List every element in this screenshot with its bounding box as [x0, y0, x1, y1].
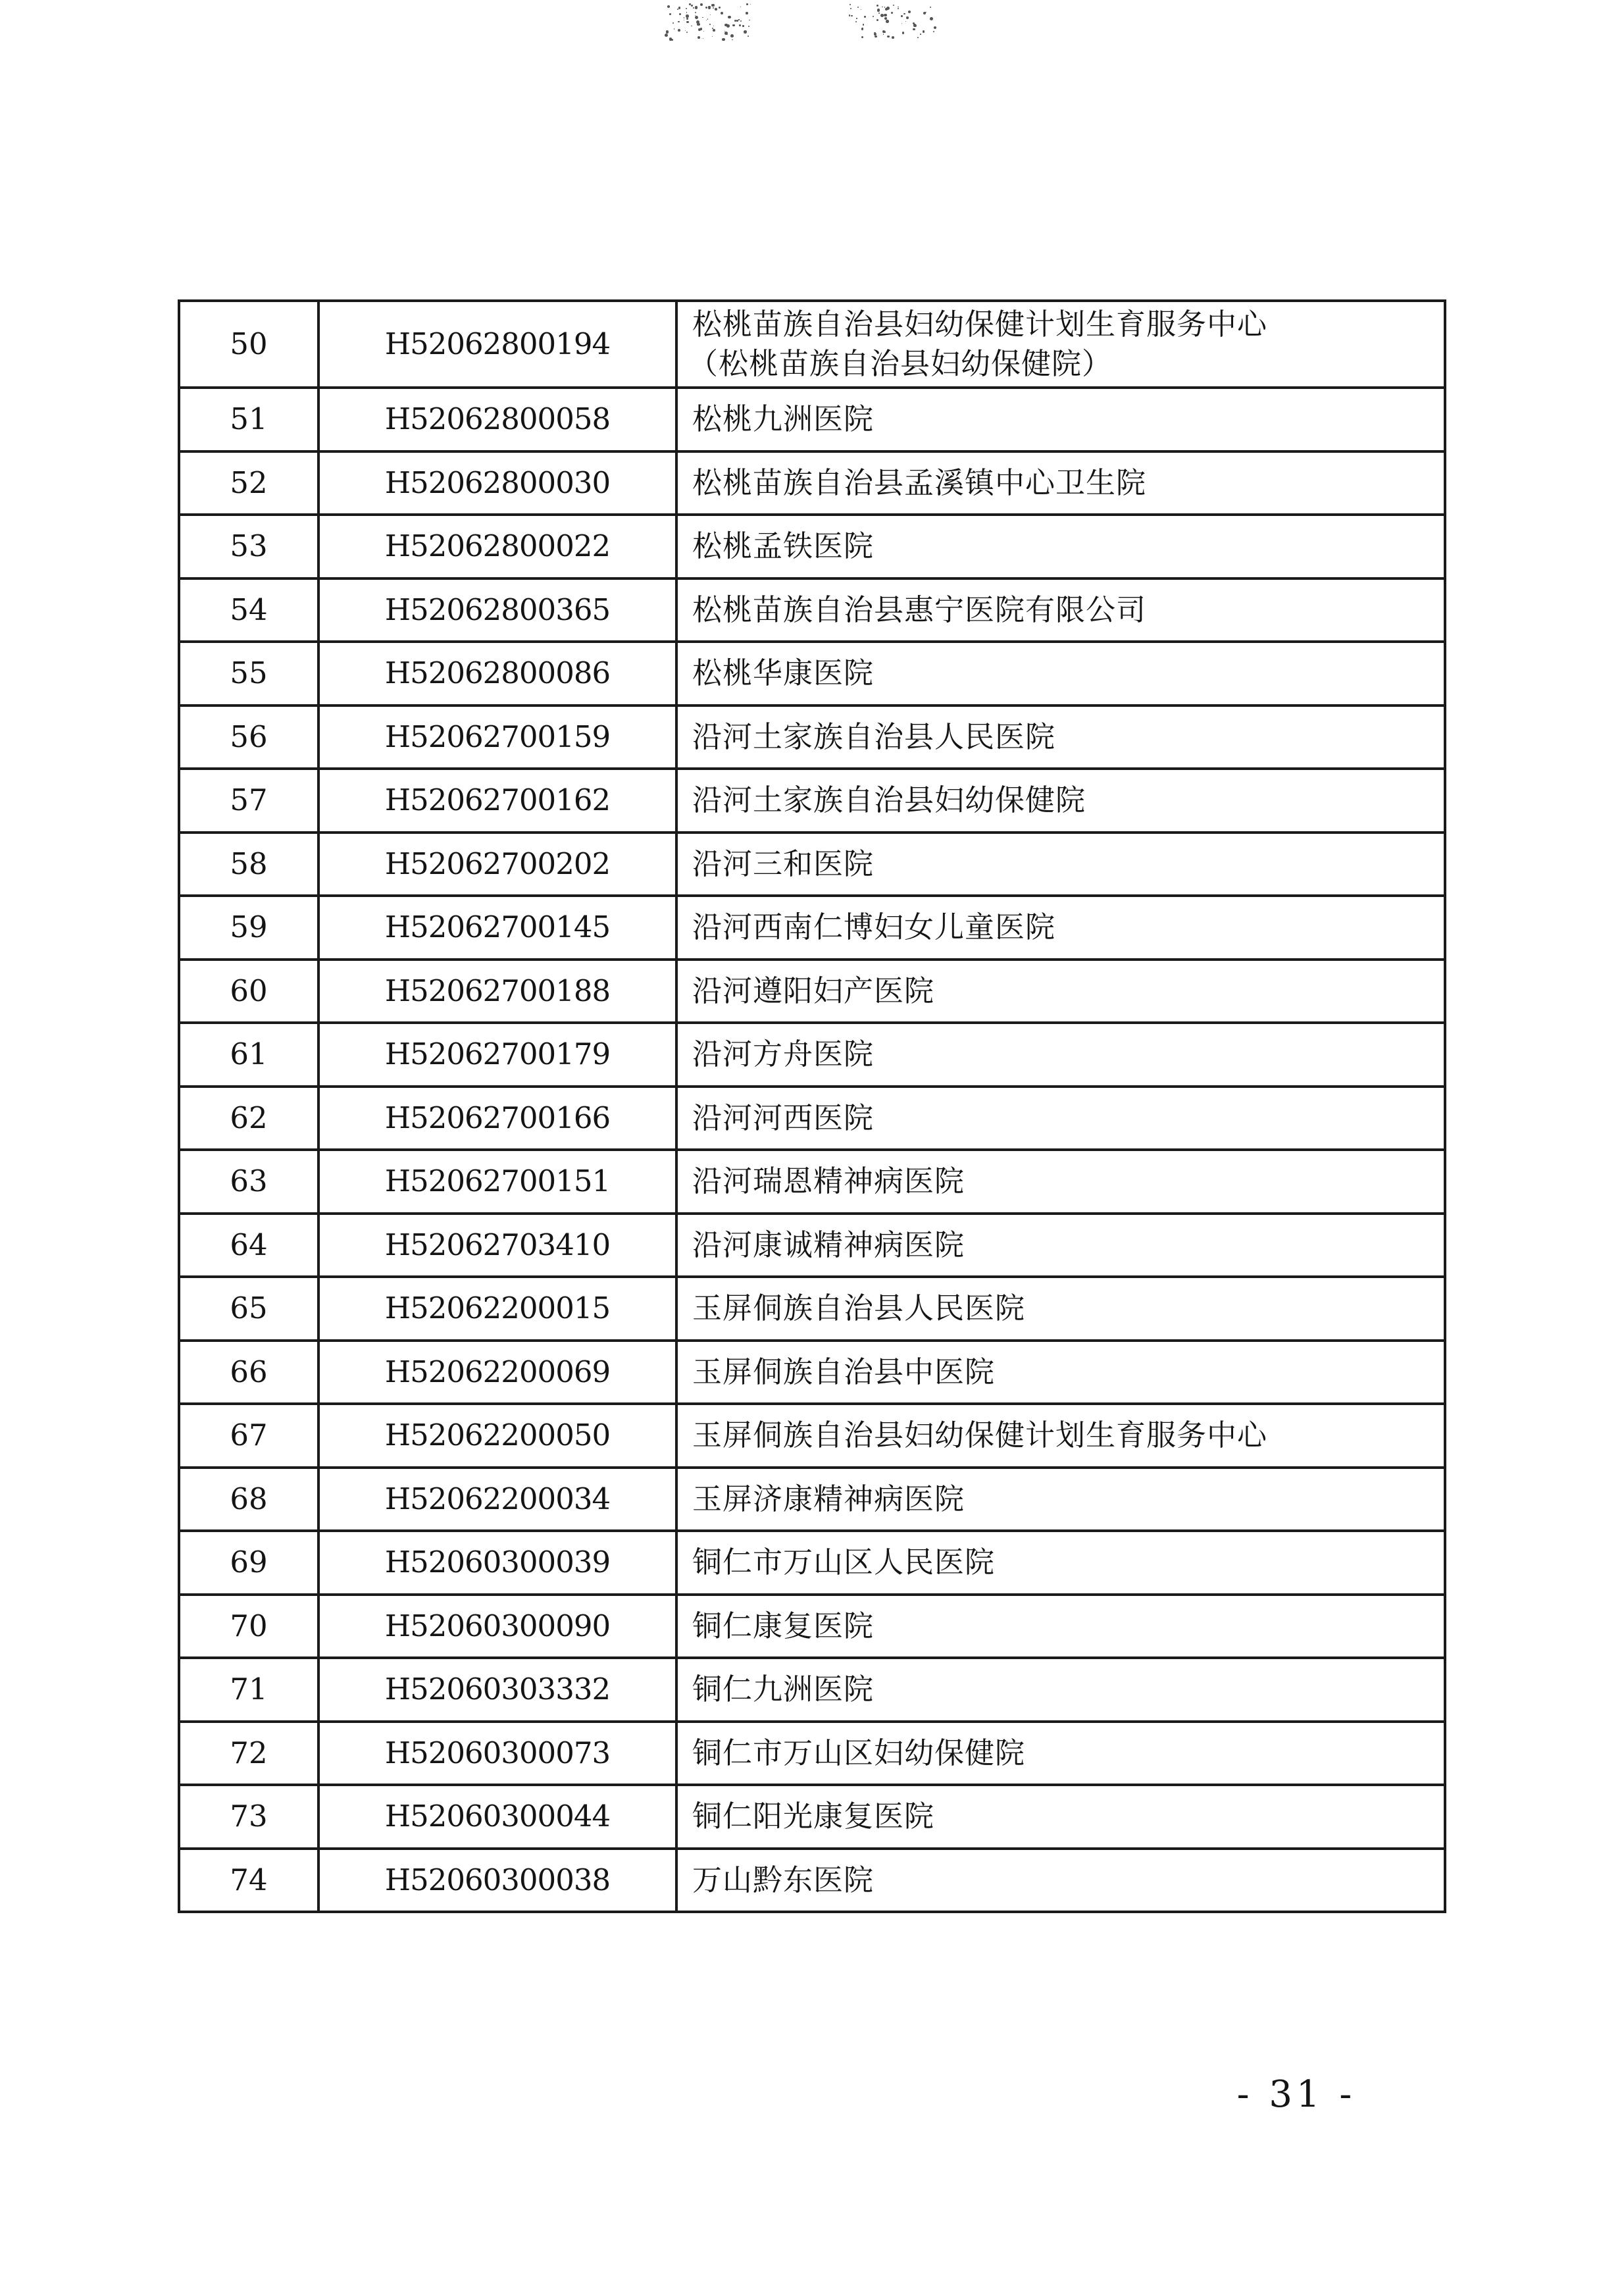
table-row	[179, 642, 1445, 706]
institution-name: 沿河土家族自治县妇幼保健院	[692, 783, 1086, 818]
institution-name-cell	[676, 1087, 1445, 1150]
row-number-cell: 53	[179, 515, 318, 578]
institution-code-cell: H52062800194	[318, 301, 676, 388]
institution-code-cell: H52060300044	[318, 1785, 676, 1849]
institution-name: 松桃苗族自治县惠宁医院有限公司	[692, 592, 1147, 627]
institution-name-cell	[676, 1341, 1445, 1404]
institution-code-cell: H52062200034	[318, 1468, 676, 1531]
row-number-cell: 68	[179, 1468, 318, 1531]
institution-name-cell	[676, 1023, 1445, 1087]
institution-name-cell	[676, 1404, 1445, 1468]
table-row	[179, 515, 1445, 578]
institution-name: 松桃苗族自治县妇幼保健计划生育服务中心	[692, 307, 1268, 342]
institution-name: 玉屏侗族自治县人民医院	[692, 1291, 1026, 1326]
table-row	[179, 1087, 1445, 1150]
institution-name: 万山黔东医院	[692, 1862, 875, 1897]
table-row	[179, 1023, 1445, 1087]
institution-code-cell: H52062700166	[318, 1087, 676, 1150]
row-number-cell: 67	[179, 1404, 318, 1468]
table-row	[179, 1404, 1445, 1468]
institution-code-cell: H52062200069	[318, 1341, 676, 1404]
institution-name: 松桃华康医院	[692, 655, 875, 691]
institution-name-cell	[676, 451, 1445, 515]
institution-name-alias: （松桃苗族自治县妇幼保健院）	[688, 346, 1113, 381]
row-number-cell: 65	[179, 1277, 318, 1341]
table-row	[179, 1658, 1445, 1722]
table-row	[179, 1595, 1445, 1658]
institution-name: 沿河瑞恩精神病医院	[692, 1164, 965, 1199]
institution-code-cell: H52060300038	[318, 1849, 676, 1913]
row-number-cell: 72	[179, 1722, 318, 1785]
row-number-cell: 74	[179, 1849, 318, 1913]
scan-noise	[651, 0, 948, 79]
institution-name: 铜仁市万山区妇幼保健院	[692, 1735, 1026, 1770]
institution-name: 沿河遵阳妇产医院	[692, 973, 935, 1008]
institution-code-cell: H52062700188	[318, 960, 676, 1023]
institution-code-cell: H52062200015	[318, 1277, 676, 1341]
institution-code-cell: H52062800022	[318, 515, 676, 578]
institution-code-cell: H52060300090	[318, 1595, 676, 1658]
institution-name: 铜仁市万山区人民医院	[692, 1545, 996, 1580]
row-number-cell: 69	[179, 1531, 318, 1595]
row-number-cell: 66	[179, 1341, 318, 1404]
row-number-cell: 70	[179, 1595, 318, 1658]
institution-name-cell	[676, 1468, 1445, 1531]
row-number-cell: 58	[179, 833, 318, 896]
institution-name: 松桃九洲医院	[692, 401, 875, 437]
institution-code-cell: H52060300073	[318, 1722, 676, 1785]
institution-code-cell: H52062800365	[318, 578, 676, 642]
table-row	[179, 1150, 1445, 1214]
table-row	[179, 451, 1445, 515]
institution-name-cell	[676, 706, 1445, 769]
institution-name-cell	[676, 1214, 1445, 1277]
institution-code-cell: H52062800030	[318, 451, 676, 515]
institution-name-cell	[676, 642, 1445, 706]
table-row	[179, 769, 1445, 833]
institution-name: 沿河三和医院	[692, 846, 875, 881]
row-number-cell: 57	[179, 769, 318, 833]
institution-code-cell: H52062700145	[318, 896, 676, 960]
institution-code-cell: H52062700159	[318, 706, 676, 769]
institution-name: 玉屏侗族自治县妇幼保健计划生育服务中心	[692, 1418, 1268, 1453]
table-row	[179, 578, 1445, 642]
institution-code-cell: H52062800058	[318, 388, 676, 451]
row-number-cell: 60	[179, 960, 318, 1023]
institution-name-cell	[676, 515, 1445, 578]
row-number-cell: 61	[179, 1023, 318, 1087]
table-row	[179, 1341, 1445, 1404]
institution-name: 沿河河西医院	[692, 1100, 875, 1135]
row-number-cell: 50	[179, 301, 318, 388]
table-row	[179, 1214, 1445, 1277]
institution-name-cell	[676, 1277, 1445, 1341]
institution-name-cell	[676, 833, 1445, 896]
institution-code-cell: H52062700162	[318, 769, 676, 833]
table-row	[179, 833, 1445, 896]
table-row	[179, 388, 1445, 451]
institution-name-cell	[676, 301, 1445, 388]
row-number-cell: 71	[179, 1658, 318, 1722]
table-row	[179, 1277, 1445, 1341]
row-number-cell: 55	[179, 642, 318, 706]
institution-name-cell	[676, 1595, 1445, 1658]
institution-name-cell	[676, 960, 1445, 1023]
page-number: - 31 -	[1236, 2073, 1356, 2116]
table-row	[179, 1849, 1445, 1913]
institution-code-cell: H52062700151	[318, 1150, 676, 1214]
institution-name-cell	[676, 1722, 1445, 1785]
institution-name-cell	[676, 388, 1445, 451]
table-row	[179, 1531, 1445, 1595]
table-body	[179, 301, 1445, 1912]
institution-name-cell	[676, 769, 1445, 833]
table-row	[179, 1468, 1445, 1531]
institution-code-cell: H52062200050	[318, 1404, 676, 1468]
row-number-cell: 63	[179, 1150, 318, 1214]
row-number-cell: 64	[179, 1214, 318, 1277]
institution-name: 铜仁阳光康复医院	[692, 1799, 935, 1834]
institution-name-cell	[676, 896, 1445, 960]
institution-name: 沿河方舟医院	[692, 1037, 875, 1072]
institution-name-cell	[676, 578, 1445, 642]
institution-name: 松桃苗族自治县孟溪镇中心卫生院	[692, 465, 1147, 500]
institution-name-cell	[676, 1849, 1445, 1913]
institution-name: 沿河土家族自治县人民医院	[692, 719, 1056, 754]
institution-code-cell: H52062700202	[318, 833, 676, 896]
institution-name: 铜仁康复医院	[692, 1608, 875, 1643]
table-row	[179, 896, 1445, 960]
row-number-cell: 51	[179, 388, 318, 451]
table-row	[179, 706, 1445, 769]
row-number-cell: 73	[179, 1785, 318, 1849]
hospital-list-table	[178, 299, 1446, 1913]
institution-code-cell: H52062700179	[318, 1023, 676, 1087]
table-row	[179, 960, 1445, 1023]
institution-name: 铜仁九洲医院	[692, 1672, 875, 1707]
table-row	[179, 1785, 1445, 1849]
institution-name-cell	[676, 1785, 1445, 1849]
institution-name: 沿河康诚精神病医院	[692, 1227, 965, 1262]
table-row	[179, 1722, 1445, 1785]
institution-name: 沿河西南仁博妇女儿童医院	[692, 910, 1056, 945]
institution-name-cell	[676, 1150, 1445, 1214]
institution-name: 玉屏侗族自治县中医院	[692, 1354, 996, 1389]
institution-name-cell	[676, 1658, 1445, 1722]
row-number-cell: 62	[179, 1087, 318, 1150]
institution-code-cell: H52062800086	[318, 642, 676, 706]
institution-name: 松桃孟铁医院	[692, 528, 875, 564]
table-row	[179, 301, 1445, 388]
institution-code-cell: H52060303332	[318, 1658, 676, 1722]
institution-code-cell: H52060300039	[318, 1531, 676, 1595]
row-number-cell: 54	[179, 578, 318, 642]
row-number-cell: 59	[179, 896, 318, 960]
row-number-cell: 56	[179, 706, 318, 769]
institution-code-cell: H52062703410	[318, 1214, 676, 1277]
institution-name-cell	[676, 1531, 1445, 1595]
institution-name: 玉屏济康精神病医院	[692, 1481, 965, 1516]
row-number-cell: 52	[179, 451, 318, 515]
